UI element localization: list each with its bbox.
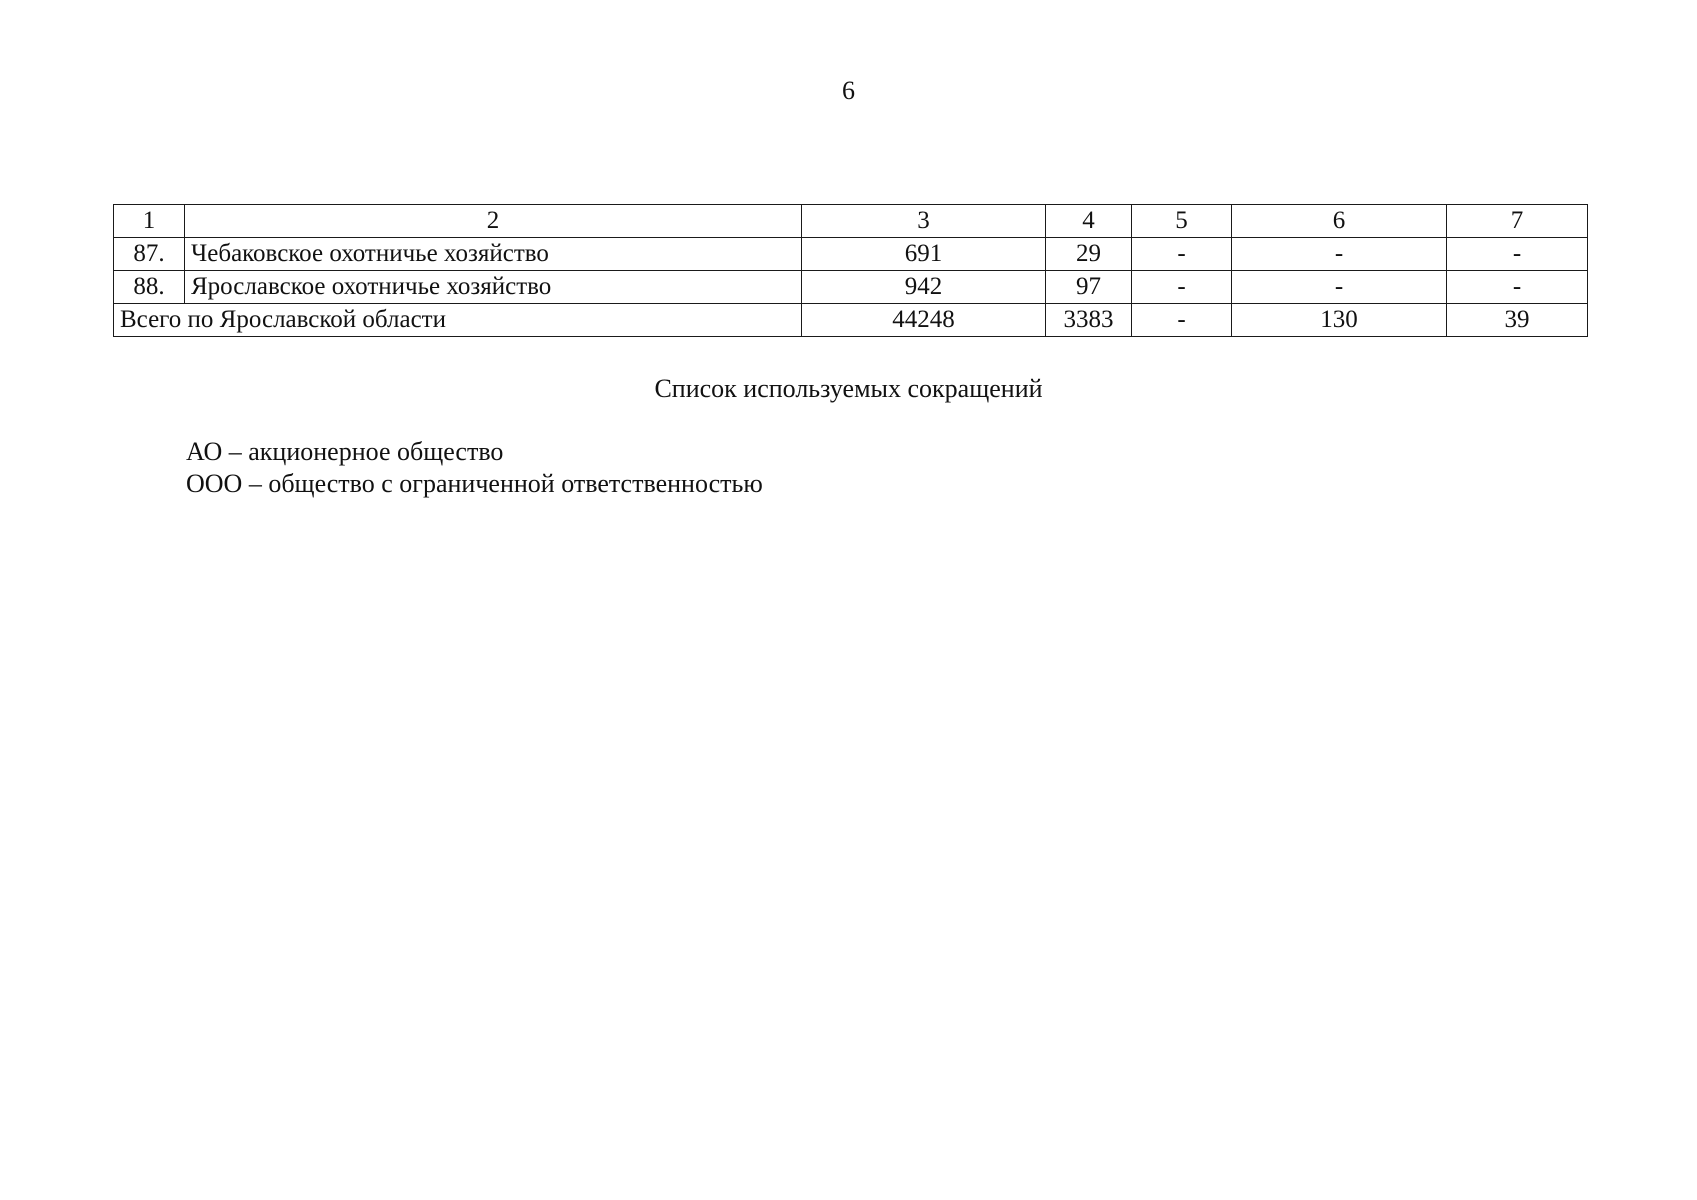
total-cell: 44248: [802, 304, 1046, 337]
row-cell: 942: [802, 271, 1046, 304]
row-number: 87.: [114, 238, 185, 271]
table-row: [114, 238, 1588, 271]
total-cell: 3383: [1046, 304, 1132, 337]
row-cell: -: [1447, 238, 1588, 271]
abbreviations-list: [186, 436, 763, 500]
abbreviation-item: АО – акционерное общество: [186, 437, 504, 466]
header-cell: 1: [114, 205, 185, 238]
row-name: Ярославское охотничье хозяйство: [185, 271, 802, 304]
row-cell: 29: [1046, 238, 1132, 271]
data-table: [113, 204, 1588, 337]
abbreviation-item: ООО – общество с ограниченной ответственностью: [186, 469, 763, 498]
row-cell: 691: [802, 238, 1046, 271]
total-cell: 39: [1447, 304, 1588, 337]
table-row: [114, 271, 1588, 304]
row-cell: -: [1447, 271, 1588, 304]
table-total-row: [114, 304, 1588, 337]
row-cell: -: [1132, 271, 1232, 304]
header-cell: 4: [1046, 205, 1132, 238]
row-cell: -: [1232, 238, 1447, 271]
header-cell: 5: [1132, 205, 1232, 238]
row-cell: -: [1232, 271, 1447, 304]
header-cell: 7: [1447, 205, 1588, 238]
row-cell: -: [1132, 238, 1232, 271]
row-cell: 97: [1046, 271, 1132, 304]
table-header-row: [114, 205, 1588, 238]
row-name: Чебаковское охотничье хозяйство: [185, 238, 802, 271]
header-cell: 6: [1232, 205, 1447, 238]
abbreviations-title: Список используемых сокращений: [654, 374, 1043, 403]
page-number: 6: [842, 76, 855, 105]
row-number: 88.: [114, 271, 185, 304]
header-cell: 3: [802, 205, 1046, 238]
total-label: Всего по Ярославской области: [114, 304, 802, 337]
total-cell: 130: [1232, 304, 1447, 337]
total-cell: -: [1132, 304, 1232, 337]
header-cell: 2: [185, 205, 802, 238]
